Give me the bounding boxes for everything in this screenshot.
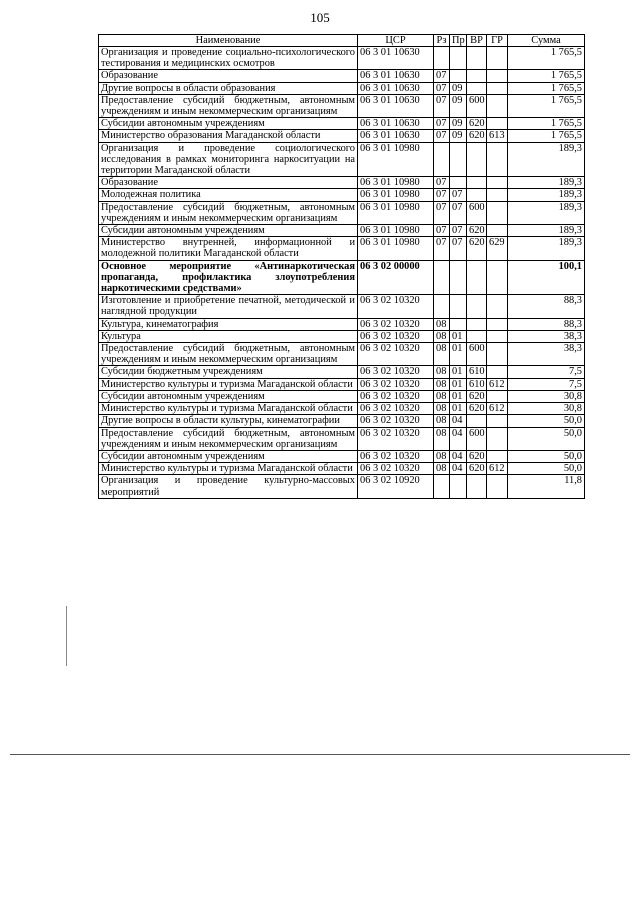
cell-csr: 06 3 02 10920: [358, 475, 434, 498]
cell-gr: [487, 82, 508, 94]
cell-rz: 08: [434, 403, 450, 415]
cell-gr: 629: [487, 237, 508, 260]
cell-rz: [434, 295, 450, 318]
cell-sum: 38,3: [508, 343, 585, 366]
table-row: [99, 463, 585, 475]
cell-rz: 08: [434, 366, 450, 378]
cell-rz: 08: [434, 427, 450, 450]
cell-vr: [467, 142, 487, 177]
cell-csr: 06 3 02 10320: [358, 427, 434, 450]
cell-name: Другие вопросы в области культуры, кинематографии: [99, 415, 358, 427]
cell-gr: [487, 295, 508, 318]
cell-name: Предоставление субсидий бюджетным, автономным учреждениям и иным некоммерческим организациям: [99, 343, 358, 366]
cell-sum: 189,3: [508, 142, 585, 177]
cell-rz: 08: [434, 450, 450, 462]
table-row: [99, 403, 585, 415]
cell-pr: 01: [450, 343, 467, 366]
cell-rz: 07: [434, 177, 450, 189]
cell-name: Культура: [99, 330, 358, 342]
table-row: [99, 201, 585, 224]
cell-pr: 04: [450, 427, 467, 450]
cell-csr: 06 3 01 10630: [358, 118, 434, 130]
cell-rz: [434, 47, 450, 70]
cell-pr: 01: [450, 378, 467, 390]
cell-name: Изготовление и приобретение печатной, методической и наглядной продукции: [99, 295, 358, 318]
cell-rz: 07: [434, 201, 450, 224]
cell-rz: 07: [434, 225, 450, 237]
cell-csr: 06 3 02 10320: [358, 295, 434, 318]
cell-sum: 1 765,5: [508, 94, 585, 117]
cell-vr: 620: [467, 403, 487, 415]
cell-vr: [467, 70, 487, 82]
cell-name: Образование: [99, 177, 358, 189]
cell-vr: 620: [467, 463, 487, 475]
table-row: [99, 177, 585, 189]
cell-vr: 610: [467, 378, 487, 390]
table-row: [99, 330, 585, 342]
cell-csr: 06 3 02 10320: [358, 450, 434, 462]
cell-pr: 04: [450, 415, 467, 427]
cell-csr: 06 3 02 10320: [358, 366, 434, 378]
table-row: [99, 415, 585, 427]
cell-csr: 06 3 01 10630: [358, 70, 434, 82]
cell-pr: [450, 70, 467, 82]
cell-gr: [487, 94, 508, 117]
cell-csr: 06 3 02 10320: [358, 330, 434, 342]
cell-gr: [487, 47, 508, 70]
cell-name: Субсидии автономным учреждениям: [99, 390, 358, 402]
cell-name: Культура, кинематография: [99, 318, 358, 330]
cell-rz: [434, 142, 450, 177]
cell-sum: 88,3: [508, 318, 585, 330]
cell-vr: [467, 318, 487, 330]
cell-gr: [487, 366, 508, 378]
header-rz: Рз: [434, 35, 450, 47]
table-row: [99, 142, 585, 177]
cell-name: Организация и проведение социологического исследования в рамках мониторинга наркоситуации на территории Магаданской области: [99, 142, 358, 177]
cell-gr: [487, 142, 508, 177]
cell-vr: [467, 415, 487, 427]
table-row: [99, 318, 585, 330]
cell-csr: 06 3 01 10630: [358, 82, 434, 94]
cell-gr: 613: [487, 130, 508, 142]
cell-sum: 50,0: [508, 450, 585, 462]
table-row: [99, 343, 585, 366]
cell-vr: [467, 189, 487, 201]
cell-name: Предоставление субсидий бюджетным, автономным учреждениям и иным некоммерческим организациям: [99, 201, 358, 224]
table-row: [99, 118, 585, 130]
cell-vr: 620: [467, 225, 487, 237]
cell-name: Организация и проведение культурно-массовых мероприятий: [99, 475, 358, 498]
table-row: [99, 47, 585, 70]
cell-sum: 189,3: [508, 237, 585, 260]
cell-name: Министерство культуры и туризма Магаданской области: [99, 403, 358, 415]
cell-rz: 07: [434, 70, 450, 82]
cell-csr: 06 3 02 10320: [358, 378, 434, 390]
cell-csr: 06 3 01 10980: [358, 237, 434, 260]
cell-vr: 600: [467, 343, 487, 366]
cell-csr: 06 3 02 00000: [358, 260, 434, 295]
cell-sum: 38,3: [508, 330, 585, 342]
cell-vr: 600: [467, 427, 487, 450]
cell-vr: [467, 82, 487, 94]
cell-gr: [487, 390, 508, 402]
cell-csr: 06 3 02 10320: [358, 403, 434, 415]
table-row: [99, 237, 585, 260]
cell-pr: 01: [450, 403, 467, 415]
cell-pr: [450, 142, 467, 177]
cell-sum: 1 765,5: [508, 118, 585, 130]
cell-gr: [487, 177, 508, 189]
cell-gr: [487, 318, 508, 330]
cell-rz: 08: [434, 378, 450, 390]
footer-rule: [10, 754, 630, 755]
cell-csr: 06 3 01 10980: [358, 142, 434, 177]
cell-gr: [487, 450, 508, 462]
cell-name: Субсидии автономным учреждениям: [99, 225, 358, 237]
cell-gr: 612: [487, 378, 508, 390]
budget-table: [98, 34, 585, 499]
cell-csr: 06 3 01 10980: [358, 177, 434, 189]
cell-gr: [487, 260, 508, 295]
cell-vr: [467, 47, 487, 70]
table-header-row: [99, 35, 585, 47]
table-row: [99, 189, 585, 201]
cell-sum: 30,8: [508, 403, 585, 415]
cell-rz: [434, 260, 450, 295]
cell-name: Министерство образования Магаданской области: [99, 130, 358, 142]
cell-csr: 06 3 01 10630: [358, 94, 434, 117]
table-row: [99, 450, 585, 462]
cell-gr: [487, 330, 508, 342]
cell-pr: [450, 295, 467, 318]
cell-pr: [450, 47, 467, 70]
cell-vr: 600: [467, 201, 487, 224]
table-row: [99, 82, 585, 94]
cell-sum: 189,3: [508, 189, 585, 201]
cell-sum: 7,5: [508, 378, 585, 390]
cell-pr: [450, 260, 467, 295]
cell-name: Предоставление субсидий бюджетным, автономным учреждениям и иным некоммерческим организациям: [99, 94, 358, 117]
cell-csr: 06 3 02 10320: [358, 390, 434, 402]
cell-vr: [467, 475, 487, 498]
cell-pr: 09: [450, 118, 467, 130]
cell-pr: [450, 177, 467, 189]
cell-vr: 620: [467, 450, 487, 462]
cell-rz: 08: [434, 318, 450, 330]
cell-sum: 189,3: [508, 225, 585, 237]
cell-vr: [467, 295, 487, 318]
table-row: [99, 260, 585, 295]
cell-csr: 06 3 02 10320: [358, 415, 434, 427]
cell-rz: 08: [434, 343, 450, 366]
cell-vr: 610: [467, 366, 487, 378]
cell-gr: 612: [487, 463, 508, 475]
cell-rz: 07: [434, 118, 450, 130]
cell-gr: 612: [487, 403, 508, 415]
cell-name: Субсидии автономным учреждениям: [99, 450, 358, 462]
cell-rz: 07: [434, 94, 450, 117]
header-vr: ВР: [467, 35, 487, 47]
cell-csr: 06 3 02 10320: [358, 343, 434, 366]
cell-vr: [467, 177, 487, 189]
cell-gr: [487, 70, 508, 82]
cell-sum: 88,3: [508, 295, 585, 318]
cell-name: Молодежная политика: [99, 189, 358, 201]
cell-pr: 07: [450, 225, 467, 237]
cell-name: Организация и проведение социально-психологического тестирования и медицинских осмотров: [99, 47, 358, 70]
header-name: Наименование: [99, 35, 358, 47]
scan-margin-mark: [66, 606, 69, 666]
header-gr: ГР: [487, 35, 508, 47]
cell-gr: [487, 415, 508, 427]
cell-name: Основное мероприятие «Антинаркотическая пропаганда, профилактика злоупотребления наркотическими средствами»: [99, 260, 358, 295]
cell-rz: 07: [434, 82, 450, 94]
cell-vr: [467, 330, 487, 342]
cell-sum: 50,0: [508, 463, 585, 475]
cell-sum: 30,8: [508, 390, 585, 402]
cell-csr: 06 3 01 10630: [358, 47, 434, 70]
cell-rz: 08: [434, 463, 450, 475]
cell-name: Образование: [99, 70, 358, 82]
table-row: [99, 130, 585, 142]
table-row: [99, 390, 585, 402]
cell-name: Предоставление субсидий бюджетным, автономным учреждениям и иным некоммерческим организациям: [99, 427, 358, 450]
cell-sum: 50,0: [508, 427, 585, 450]
table-row: [99, 70, 585, 82]
table-row: [99, 427, 585, 450]
cell-pr: 09: [450, 130, 467, 142]
cell-pr: 09: [450, 82, 467, 94]
cell-sum: 1 765,5: [508, 70, 585, 82]
table-row: [99, 366, 585, 378]
cell-vr: 620: [467, 130, 487, 142]
cell-gr: [487, 225, 508, 237]
cell-vr: 620: [467, 390, 487, 402]
cell-vr: 620: [467, 118, 487, 130]
cell-csr: 06 3 01 10980: [358, 189, 434, 201]
cell-gr: [487, 189, 508, 201]
cell-name: Министерство внутренней, информационной и молодежной политики Магаданской области: [99, 237, 358, 260]
cell-pr: 01: [450, 390, 467, 402]
cell-name: Министерство культуры и туризма Магаданской области: [99, 378, 358, 390]
cell-name: Министерство культуры и туризма Магаданской области: [99, 463, 358, 475]
cell-sum: 1 765,5: [508, 47, 585, 70]
cell-sum: 189,3: [508, 201, 585, 224]
cell-pr: 07: [450, 201, 467, 224]
cell-sum: 7,5: [508, 366, 585, 378]
cell-csr: 06 3 01 10980: [358, 201, 434, 224]
cell-vr: 620: [467, 237, 487, 260]
cell-gr: [487, 118, 508, 130]
header-csr: ЦСР: [358, 35, 434, 47]
cell-rz: 07: [434, 189, 450, 201]
cell-gr: [487, 475, 508, 498]
cell-gr: [487, 201, 508, 224]
cell-rz: 08: [434, 415, 450, 427]
cell-pr: 09: [450, 94, 467, 117]
cell-gr: [487, 427, 508, 450]
cell-sum: 1 765,5: [508, 130, 585, 142]
cell-name: Субсидии бюджетным учреждениям: [99, 366, 358, 378]
cell-sum: 100,1: [508, 260, 585, 295]
cell-sum: 11,8: [508, 475, 585, 498]
page-number: 105: [310, 10, 330, 25]
cell-rz: 07: [434, 130, 450, 142]
cell-pr: 04: [450, 450, 467, 462]
header-pr: Пр: [450, 35, 467, 47]
table-row: [99, 378, 585, 390]
cell-pr: [450, 318, 467, 330]
table-row: [99, 94, 585, 117]
cell-rz: [434, 475, 450, 498]
cell-pr: [450, 475, 467, 498]
table-row: [99, 225, 585, 237]
cell-rz: 07: [434, 237, 450, 260]
cell-pr: 01: [450, 330, 467, 342]
cell-csr: 06 3 02 10320: [358, 318, 434, 330]
cell-csr: 06 3 01 10980: [358, 225, 434, 237]
cell-name: Субсидии автономным учреждениям: [99, 118, 358, 130]
cell-csr: 06 3 02 10320: [358, 463, 434, 475]
cell-pr: 07: [450, 237, 467, 260]
cell-gr: [487, 343, 508, 366]
cell-sum: 189,3: [508, 177, 585, 189]
cell-pr: 07: [450, 189, 467, 201]
table-row: [99, 295, 585, 318]
cell-sum: 1 765,5: [508, 82, 585, 94]
cell-name: Другие вопросы в области образования: [99, 82, 358, 94]
cell-vr: [467, 260, 487, 295]
table-row: [99, 475, 585, 498]
cell-rz: 08: [434, 330, 450, 342]
table-body: [99, 47, 585, 499]
cell-pr: 04: [450, 463, 467, 475]
cell-rz: 08: [434, 390, 450, 402]
cell-sum: 50,0: [508, 415, 585, 427]
header-sum: Сумма: [508, 35, 585, 47]
cell-csr: 06 3 01 10630: [358, 130, 434, 142]
cell-vr: 600: [467, 94, 487, 117]
cell-pr: 01: [450, 366, 467, 378]
